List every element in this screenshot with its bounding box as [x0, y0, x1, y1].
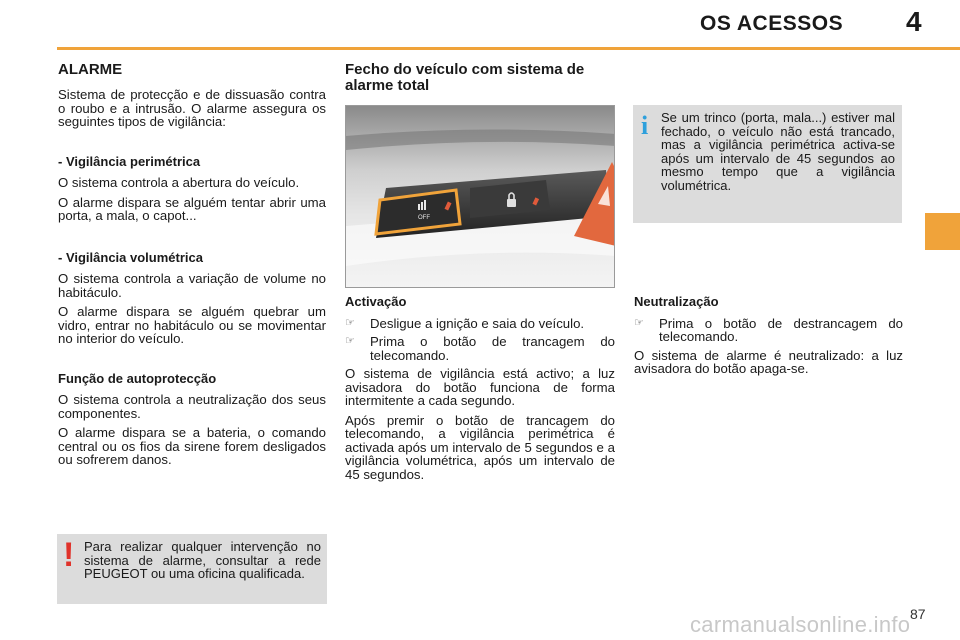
info-text: Se um trinco (porta, mala...) estiver mal fechado, o veículo não está trancado, mas a vigilância perimétrica activa-se após um intervalo de 45 segundos ao mesmo tempo que a vigilância volumétrica.	[661, 110, 895, 193]
chapter-side-tab	[925, 213, 960, 250]
middle-column	[345, 295, 615, 487]
volumetric-text-1: O sistema controla a variação de volume no habitáculo.	[58, 271, 326, 300]
volumetric-text-2: O alarme dispara se alguém quebrar um vidro, entrar no habitáculo ou se movimentar no interior do veículo.	[58, 304, 326, 346]
alarm-intro: Sistema de protecção e de dissuasão contra o roubo e a intrusão. O alarme assegura os seguintes tipos de vigilância:	[58, 87, 326, 129]
self-protection-heading: Função de autoprotecção	[58, 370, 217, 386]
locking-section-title: Fecho do veículo com sistema de alarme total	[345, 61, 585, 94]
watermark: carmanualsonline.info	[690, 612, 911, 637]
chapter-title: OS ACESSOS	[700, 12, 844, 35]
list-item: ☞ Prima o botão de destrancagem do telecomando.	[634, 315, 903, 344]
list-item: ☞ Desligue a ignição e saia do veículo.	[345, 315, 585, 331]
info-box	[633, 105, 902, 223]
left-column	[58, 88, 326, 473]
dashboard-alarm-button-photo	[345, 105, 615, 288]
warning-text: Para realizar qualquer intervenção no sistema de alarme, consultar a rede PEUGEOT ou uma oficina qualificada.	[84, 539, 321, 581]
chapter-number: 4	[906, 6, 922, 37]
header-rule	[57, 47, 960, 50]
self-protection-text-1: O sistema controla a neutralização dos seus componentes.	[58, 392, 326, 421]
activation-text-1: O sistema de vigilância está activo; a luz avisadora do botão funciona de forma intermitente a cada segundo.	[345, 366, 615, 408]
volumetric-heading: - Vigilância volumétrica	[58, 249, 203, 265]
perimeter-heading: - Vigilância perimétrica	[58, 153, 201, 169]
dashboard-illustration	[346, 106, 615, 288]
pointing-hand-icon: ☞	[345, 335, 355, 347]
list-item: ☞ Prima o botão de trancagem do telecomando.	[345, 334, 615, 363]
neutralization-heading: Neutralização	[634, 294, 719, 309]
info-icon: i	[641, 111, 649, 140]
activation-text-2: Após premir o botão de trancagem do telecomando, a vigilância perimétrica é activada após um intervalo de 5 segundos e a vigilância volumétrica, após um intervalo de 45 segundos.	[345, 412, 615, 482]
alarm-title: ALARME	[58, 61, 123, 78]
pointing-hand-icon: ☞	[345, 316, 355, 329]
warning-box	[57, 534, 327, 604]
right-column	[634, 295, 903, 382]
self-protection-text-2: O alarme dispara se a bateria, o comando central ou os fios da sirene forem desligados ou sofrerem danos.	[58, 425, 326, 467]
exclamation-icon: !	[63, 536, 75, 574]
activation-heading: Activação	[345, 294, 407, 309]
pointing-hand-icon: ☞	[634, 316, 644, 329]
off-label: OFF	[418, 215, 430, 221]
neutralization-text: O sistema de alarme é neutralizado: a luz avisadora do botão apaga-se.	[634, 347, 903, 376]
page-number: 87	[910, 606, 926, 622]
perimeter-text-1: O sistema controla a abertura do veículo.	[58, 175, 300, 190]
perimeter-text-2: O alarme dispara se alguém tentar abrir uma porta, a mala, o capot...	[58, 194, 326, 223]
